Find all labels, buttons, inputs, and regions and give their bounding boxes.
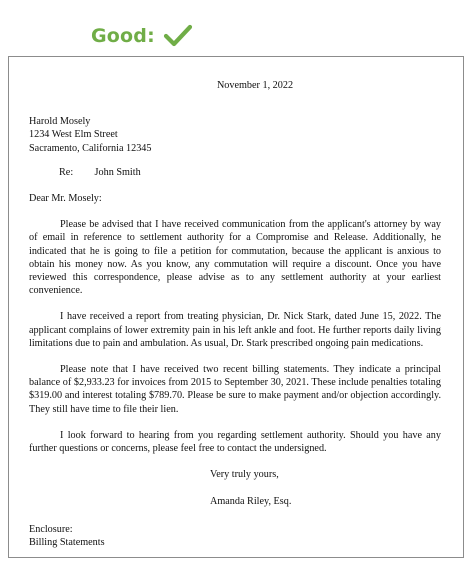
recipient-name: Harold Mosely — [29, 116, 91, 128]
letter-body — [29, 79, 441, 549]
letter-date: November 1, 2022 — [216, 80, 294, 91]
closing-block — [29, 468, 441, 508]
recipient-address — [29, 115, 441, 155]
recipient-city-line: Sacramento, California 12345 — [29, 142, 152, 154]
badge-label: Good: — [91, 25, 155, 47]
enclosure-block — [29, 523, 441, 549]
paragraph-settlement: Please be advised that I have received communication from the applicant's attorney by way of email in reference to settlement authority for a Compromise and Release. Additionally, he indicated that he is going to file a petition for commutation, because the applicant is anxious to obtain his money now. As you know, any commutation will require a discount. Once you have reviewed this correspondence, please advise as to any settlement authority at your earliest convenience. — [29, 219, 441, 297]
salutation: Dear Mr. Mosely: — [29, 193, 102, 205]
paragraph-closing-remarks: I look forward to hearing from you regarding settlement authority. Should you have any further questions or concerns, please feel free to contact the undersigned. — [29, 429, 441, 455]
good-badge — [91, 22, 193, 50]
enclosure-item: Billing Statements — [29, 536, 105, 548]
letter-page — [8, 56, 464, 558]
recipient-street: 1234 West Elm Street — [29, 129, 118, 141]
re-line — [29, 166, 441, 179]
enclosure-label: Enclosure: — [29, 523, 73, 535]
check-icon — [163, 22, 193, 50]
re-value: John Smith — [94, 166, 141, 178]
paragraph-medical-report: I have received a report from treating physician, Dr. Nick Stark, dated June 15, 2022. The applicant complains of lower extremity pain in his left ankle and foot. He further reports daily living limitations due to pain and ambulation. As usual, Dr. Stark prescribed ongoing pain medications. — [29, 311, 441, 349]
signature: Amanda Riley, Esq. — [210, 496, 292, 508]
paragraph-billing: Please note that I have received two recent billing statements. They indicate a principal balance of $2,933.23 for invoices from 2015 to September 30, 2021. These include penalties totaling $319.00 and interest totaling $789.70. Please be sure to make payment and/or objection accordingly. They still have time to file their lien. — [29, 364, 441, 415]
re-label: Re: — [59, 166, 74, 178]
closing: Very truly yours, — [210, 469, 279, 481]
